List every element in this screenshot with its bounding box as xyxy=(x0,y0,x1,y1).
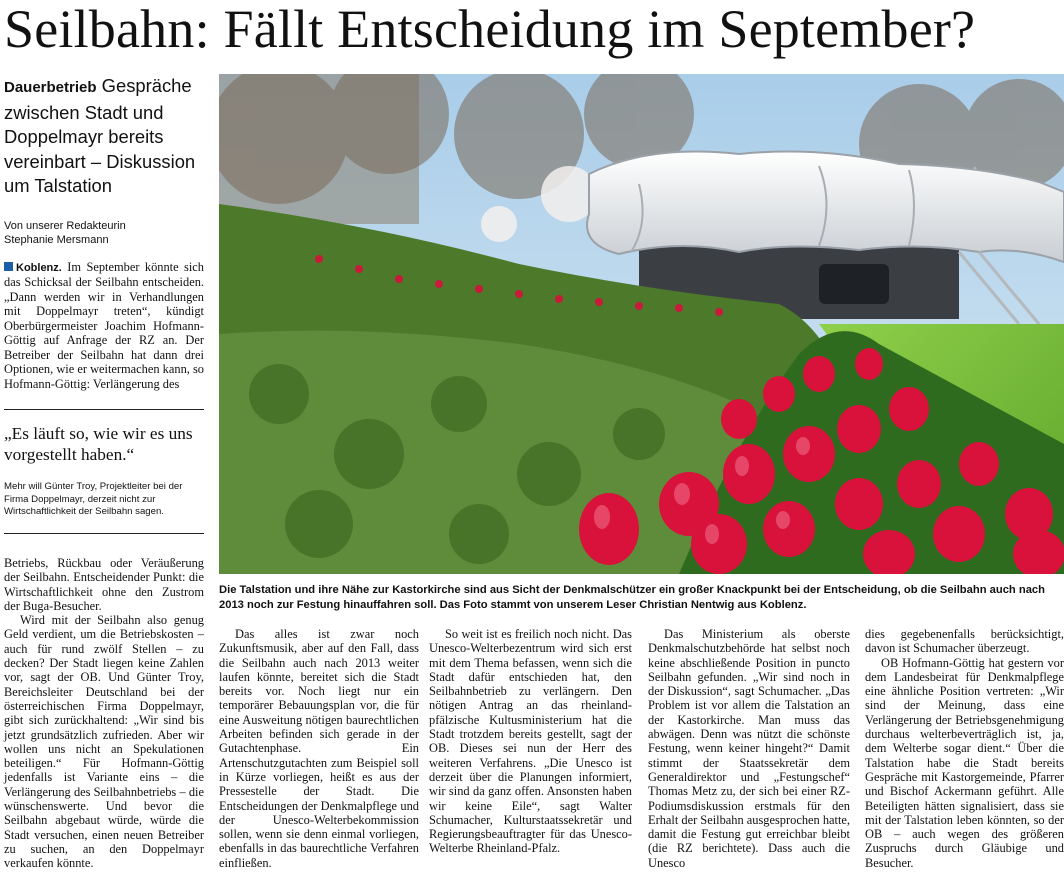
quote-divider-bottom xyxy=(4,533,204,534)
intro-column xyxy=(4,74,204,534)
photo-caption xyxy=(219,583,1064,613)
photo-illustration xyxy=(219,74,1064,574)
kicker-text: Gespräche zwischen Stadt und Doppelmayr bereits vereinbart – Diskussion um Talstation xyxy=(4,75,196,196)
article-column-3 xyxy=(429,627,632,856)
byline-role: Von unserer Redakteurin xyxy=(4,219,126,232)
lead-text: Im September könnte sich das Schicksal der Seilbahn entscheiden. „Dann werden wir in Verhandlungen mit Doppelmayr treten“, kündigt Oberbürgermeister Joachim Hofmann-Göttig auf Anfrage der RZ an. Der Betreiber der Seilbahn hat dann drei Optionen, wie er weitermachen kann, so Hofmann-Göttig: Verlängerung des xyxy=(4,259,204,391)
pullquote: „Es läuft so, wie wir es uns vorgestellt haben.“ xyxy=(4,424,193,464)
paragraph: dies gegebenenfalls berücksichtigt, davon ist Schumacher überzeugt. xyxy=(865,627,1064,656)
article-column-5 xyxy=(865,627,1064,870)
byline-author: Stephanie Mersmann xyxy=(4,233,109,246)
paragraph: So weit ist es freilich noch nicht. Das Unesco-Welterbezentrum wird sich erst mit dem Thema befassen, wenn sich die Stadt dafür entschieden hat, den Seilbahnbetrieb zu verlängern. Den nötigen Antrag an das rheinland-pfälzische Kultusministerium hat die Stadt trotzdem bereits gestellt, sagt der OB. Dieses sei nun der Herr des weiteren Verfahrens. „Die Unesco ist derzeit über die Planungen informiert, wir sind da ganz offen. Ansonsten haben wir keine Eile“, sagt Walter Schumacher, Kulturstaatssekretär und Regierungsbeauftragter für das Unesco-Welterbe Rheinland-Pfalz. xyxy=(429,627,632,856)
article-column-2 xyxy=(219,627,419,870)
pullquote-source: Mehr will Günter Troy, Projektleiter bei der Firma Doppelmayr, derzeit nicht zur Wirtschaftlichkeit der Seilbahn sagen. xyxy=(4,481,183,517)
paragraph: Betriebs, Rückbau oder Veräußerung der Seilbahn. Entscheidender Punkt: die Wirtschaftlichkeit ohne den Zustrom der Buga-Besucher. xyxy=(4,556,204,613)
paragraph: Das alles ist zwar noch Zukunftsmusik, aber auf den Fall, dass die Seilbahn auch nach 2013 weiter laufen könnte, bereitet sich die Stadt bereits vor. Noch liegt nur ein temporärer Bebauungsplan vor, die für eine Ausweitung nötigen baurechtlichen Arbeiten befinden sich gerade in der Gutachtenphase. Ein Artenschutzgutachten zum Beispiel soll in Kürze vorliegen, heißt es aus der Pressestelle der Stadt. Die Entscheidungen der Denkmalpflege und der Unesco-Welterbekommission sollen, wenn sie denn einmal vorliegen, ebenfalls in das baurechtliche Verfahren einfließen. xyxy=(219,627,419,870)
dateline: Koblenz. xyxy=(16,261,62,274)
photo-caption-text: Die Talstation und ihre Nähe zur Kastorkirche sind aus Sicht der Denkmalschützer ein großer Knackpunkt bei der Entscheidung, ob die Seilbahn auch nach 2013 noch zur Festung hinauffahren soll. Das Foto stammt von unserem Leser Christian Nentwig aus Koblenz. xyxy=(219,584,1045,611)
kicker-label: Dauerbetrieb xyxy=(4,79,97,96)
paragraph: OB Hofmann-Göttig hat gestern vor dem Landesbeirat für Denkmalpflege eine ähnliche Position vertreten: „Wir sind der Meinung, dass eine Verlängerung der Betriebsgenehmigung durchaus welterbeverträglich ist, ja, dem Welterbe sogar dient.“ Über die Talstation habe die Stadt bereits Gespräche mit Kastorgemeinde, Pfarrer und Bischof Ackermann geführt. Alle Beteiligten hätten signalisiert, dass sie mit der Talstation leben könnten, so der OB – auch wegen des größeren Zuspruchs durch Gläubige und Besucher. xyxy=(865,655,1064,870)
paragraph: Wird mit der Seilbahn also genug Geld verdient, um die Betriebskosten – auch für rund zwölf Stellen – zu decken? Der Stadt liegen keine Zahlen vor, sagt der OB. Und Günter Troy, Bereichsleiter Deutschland bei der österreichischen Firma Doppelmayr, gibt sich zurückhaltend: „Wir sind bis jetzt grundsätzlich zufrieden. Aber wir wollen uns nicht an Spekulationen beteiligen.“ Für Hofmann-Göttig jedenfalls ist Variante eins – die Verlängerung des Seilbahnbetriebs – die wünschenswerte. Und bevor die Seilbahn abgebaut würde, würde die Stadt versuchen, einen neuen Betreiber zu suchen, an den Doppelmayr verkaufen könnte. xyxy=(4,613,204,871)
headline: Seilbahn: Fällt Entscheidung im September? xyxy=(4,0,976,59)
lead-paragraph xyxy=(4,260,204,392)
article-column-1 xyxy=(4,556,204,871)
kicker xyxy=(4,74,204,199)
paragraph: Das Ministerium als oberste Denkmalschutzbehörde hat selbst noch keine abschließende Position in puncto Seilbahn gefunden. „Wir sind noch in der Diskussion“, sagt Schumacher. „Das Problem ist vor allem die Talstation an der Kastorkirche. Man muss das abwägen. Denn was nützt die schönste Festung, wenn keiner hingeht?“ Damit stimmt der Staatssekretär dem Generaldirektor und „Festungschef“ Thomas Metz zu, der sich bei einer RZ-Podiumsdiskussion erstmals für den Erhalt der Seilbahn ausgesprochen hatte, damit die Festung gut erreichbar bleibt (die RZ berichtete). Dass auch die Unesco xyxy=(648,627,850,870)
quote-divider-top xyxy=(4,409,204,410)
section-marker-icon xyxy=(4,262,13,271)
byline xyxy=(4,219,204,247)
article-column-4 xyxy=(648,627,850,870)
photo-seilbahn-talstation xyxy=(219,74,1064,574)
